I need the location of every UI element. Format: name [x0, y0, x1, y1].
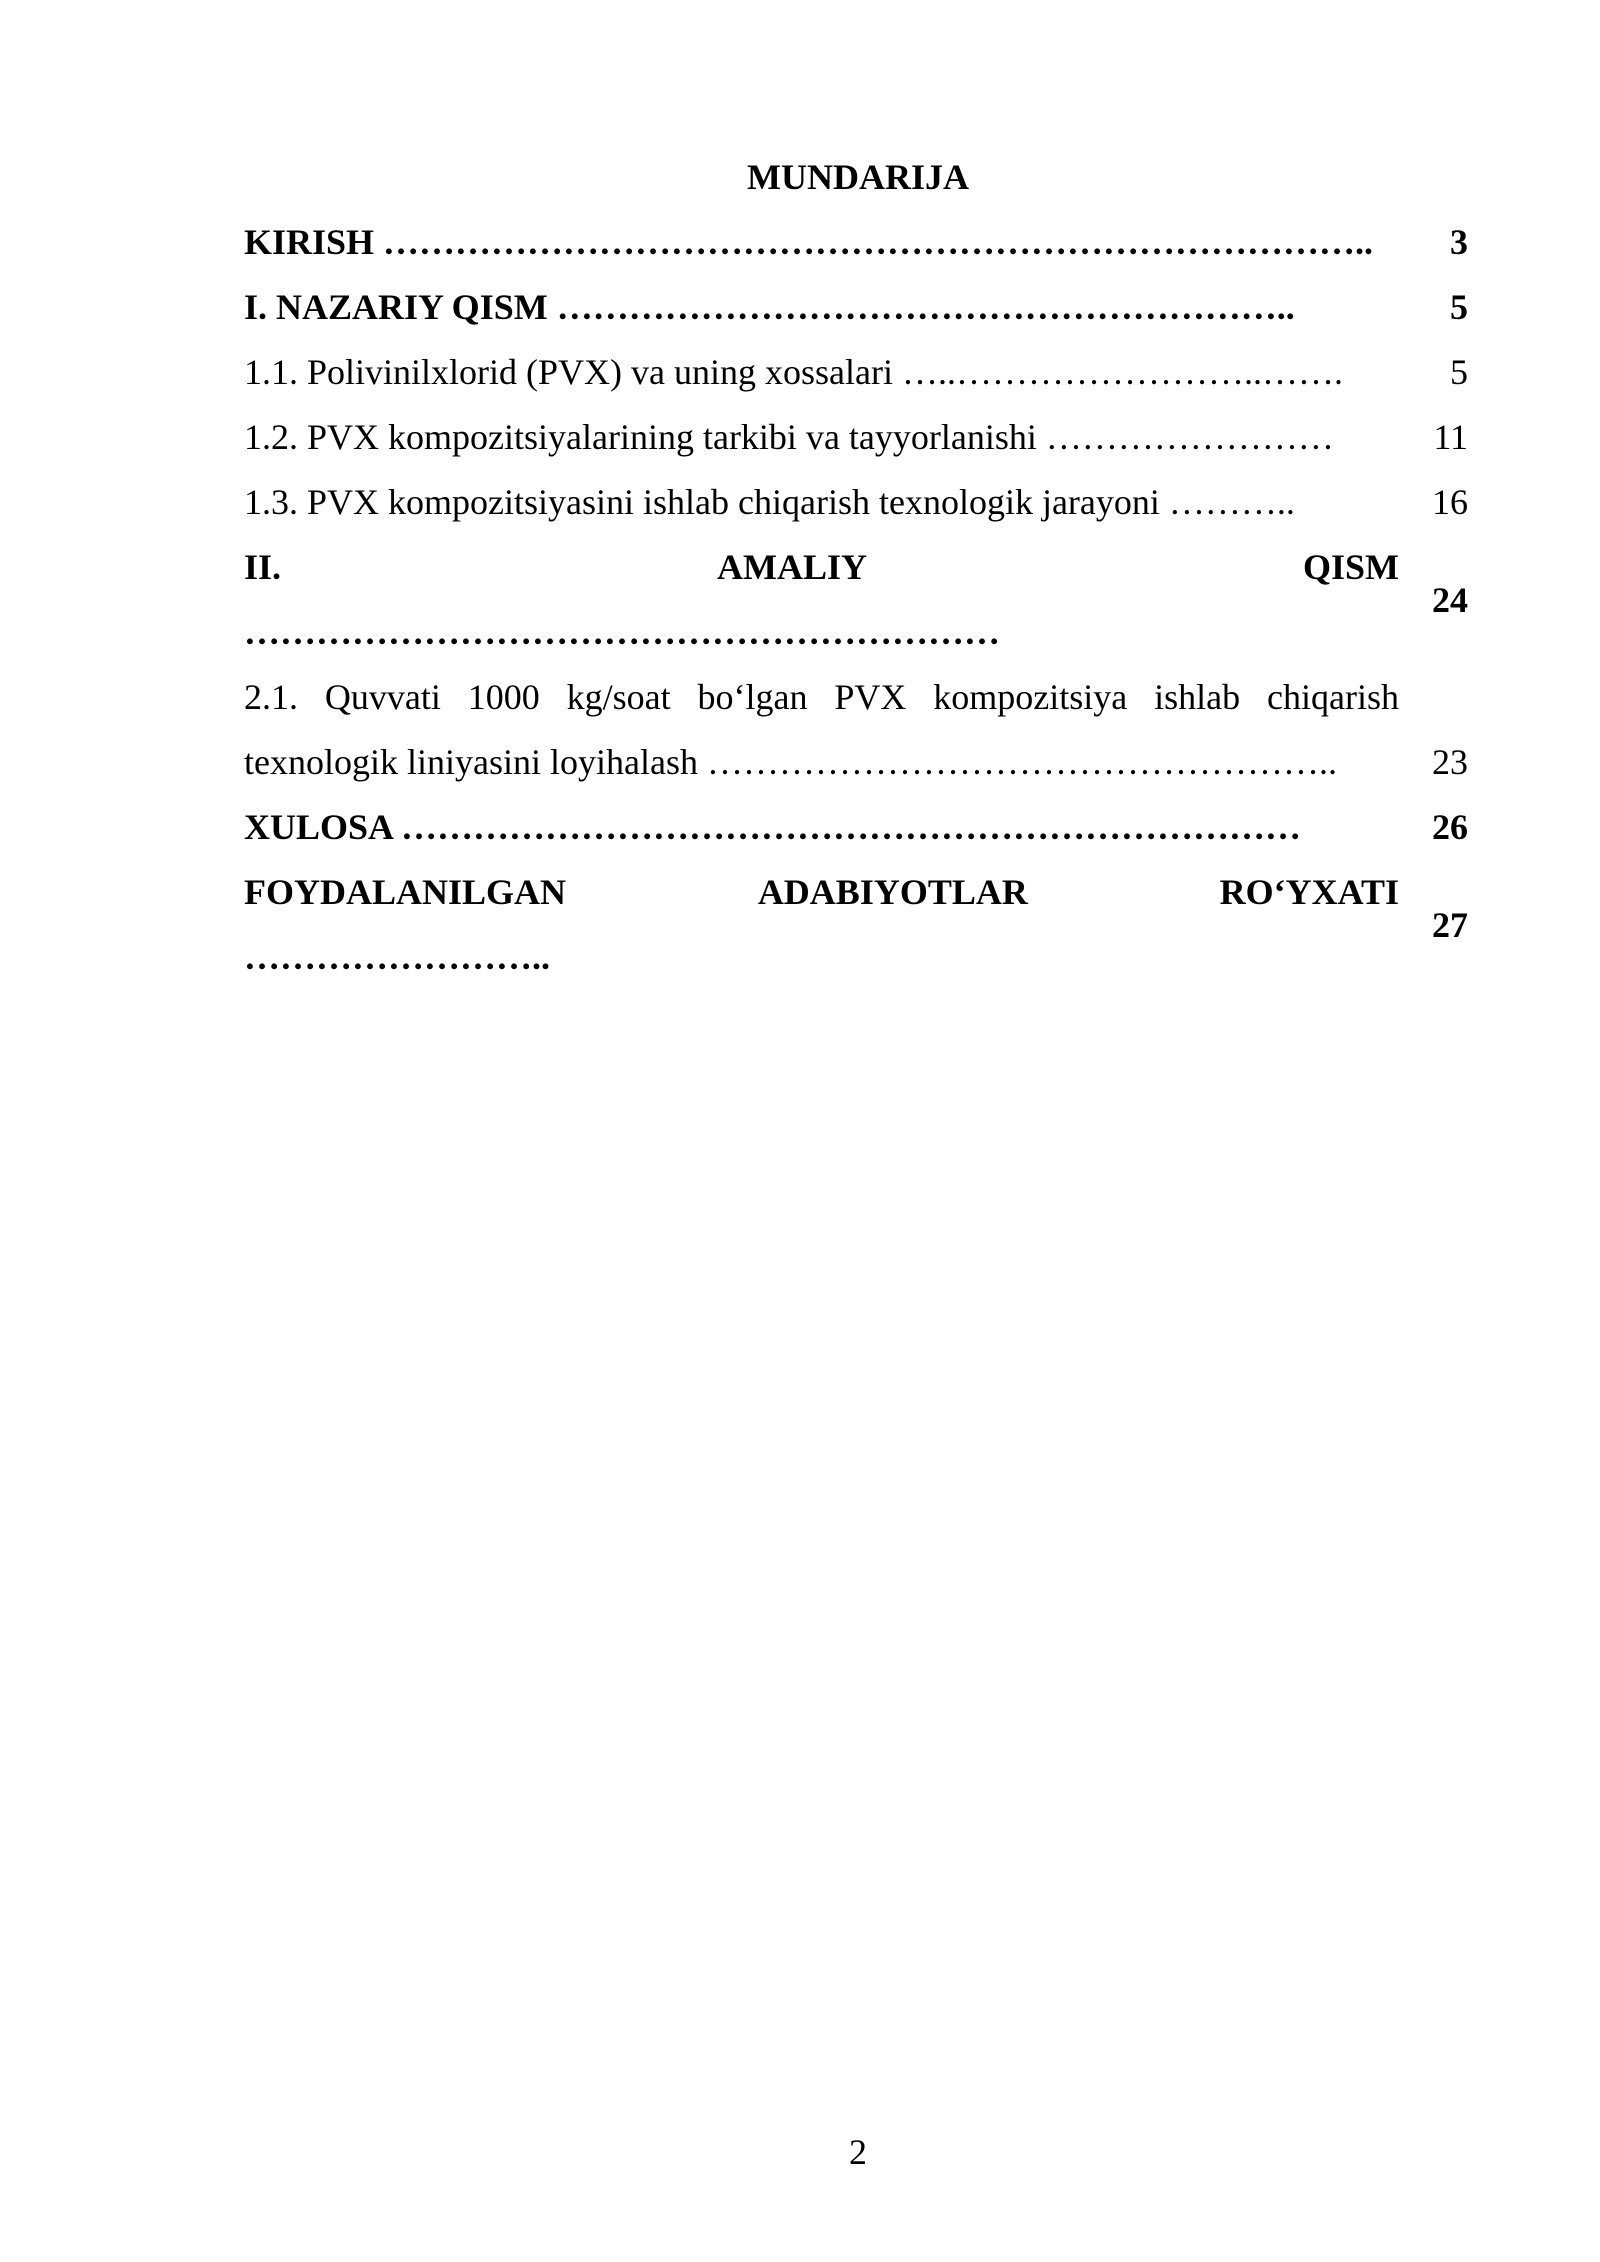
toc-entry-1-1: [244, 340, 1480, 405]
toc-heading-word: II.: [244, 547, 282, 587]
toc-entry-xulosa: [244, 795, 1480, 860]
toc-entry-1-2: [244, 405, 1480, 470]
toc-heading-word: FOYDALANILGAN: [244, 872, 567, 912]
toc-entry-text-block: [244, 860, 1399, 990]
toc-entry-page: 3: [1450, 222, 1468, 262]
toc-entry-text: XULOSA …………………………………………………………………: [244, 807, 1302, 847]
page-title: MUNDARIJA: [747, 157, 969, 197]
toc-heading-word: RO‘YXATI: [1219, 872, 1399, 912]
toc-entry-page: 11: [1433, 417, 1468, 457]
toc-leader-dots: ……………………..: [244, 937, 550, 977]
table-of-contents: [244, 210, 1480, 990]
toc-entry-foydalanilgan-adabiyotlar: [244, 860, 1480, 990]
toc-entry-text: 1.1. Polivinilxlorid (PVX) va uning xossalari …..……………………..…….: [244, 352, 1343, 392]
toc-entry-page: 5: [1450, 287, 1468, 327]
page-number: 2: [849, 2132, 867, 2172]
toc-entry-2-1: [244, 665, 1480, 795]
toc-heading-word: AMALIY: [717, 547, 867, 587]
toc-entry-text-line: 2.1. Quvvati 1000 kg/soat bo‘lgan PVX kompozitsiya ishlab chiqarish: [244, 677, 1399, 717]
toc-heading-word: QISM: [1302, 547, 1399, 587]
toc-entry-nazariy-qism: [244, 275, 1480, 340]
toc-entry-page: 23: [1432, 742, 1468, 782]
toc-entry-page: 5: [1450, 352, 1468, 392]
toc-entry-text: 1.2. PVX kompozitsiyalarining tarkibi va tayyorlanishi ……………………: [244, 417, 1334, 457]
toc-entry-text-line: texnologik liniyasini loyihalash ……………………………………………..: [244, 742, 1337, 782]
toc-entry-amaliy-qism: [244, 535, 1480, 665]
toc-entry-text-block: [244, 535, 1399, 665]
toc-entry-page: 26: [1432, 807, 1468, 847]
toc-entry-text-block: [244, 665, 1399, 795]
toc-entry-page: 27: [1432, 904, 1468, 945]
toc-heading-word: ADABIYOTLAR: [757, 872, 1028, 912]
toc-entry-kirish: [244, 210, 1480, 275]
toc-entry-text: KIRISH ………………………………………………………………………..: [244, 222, 1374, 262]
toc-leader-dots: ………………………………………………………: [244, 612, 1000, 652]
toc-entry-heading-line: [244, 535, 1399, 600]
toc-entry-text: I. NAZARIY QISM ……………………………………………………..: [244, 287, 1295, 327]
toc-entry-page: 24: [1432, 579, 1468, 620]
toc-entry-heading-line: [244, 860, 1399, 925]
toc-entry-text: 1.3. PVX kompozitsiyasini ishlab chiqarish texnologik jarayoni ………..: [244, 482, 1295, 522]
toc-entry-page: 16: [1432, 482, 1468, 522]
toc-entry-1-3: [244, 470, 1480, 535]
